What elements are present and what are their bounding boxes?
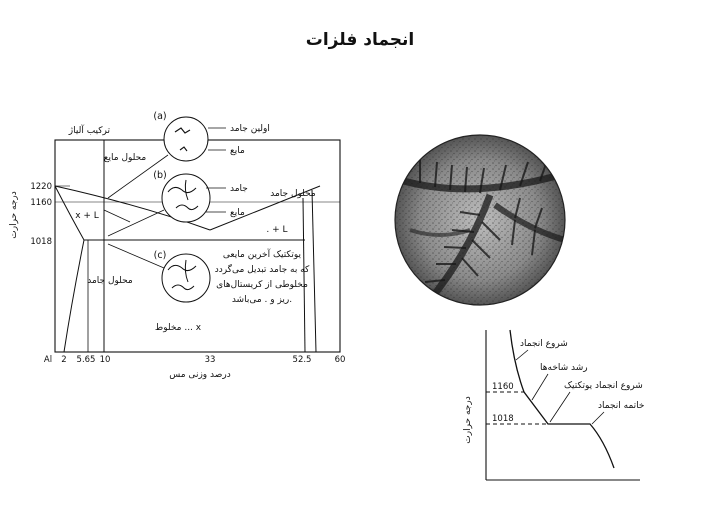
- solid-solution-left-label: محلول جامد: [87, 276, 133, 286]
- cooling-y-axis-title: درجه حرارت: [463, 396, 473, 444]
- region-mixture-label: مخلوط ... x: [154, 323, 202, 333]
- eutectic-note-line-2: که به جامد تبدیل می‌گردد: [214, 265, 310, 275]
- circle-c-tag: (c): [153, 250, 167, 261]
- y-axis-title: درجه حرارت: [9, 191, 19, 239]
- solidus-right-b: [312, 190, 316, 352]
- solvus-left: [64, 240, 84, 352]
- liquid-solution-label: محلول مایع: [103, 153, 147, 163]
- label-start-solidification: شروع انجماد: [520, 339, 568, 349]
- cooling-curve: [463, 330, 644, 480]
- x-tick-33: 33: [204, 355, 216, 365]
- label-start-eutectic: شروع انجماد یوتکتیک: [564, 381, 643, 391]
- slide-title: انجماد فلزات: [305, 30, 415, 50]
- solid-solution-right-label: محلول جامد: [270, 189, 316, 199]
- alloy-composition-label: ترکیب آلیاژ: [68, 126, 110, 136]
- eutectic-note-line-1: یوتکتیک آخرین مایعی: [222, 250, 302, 260]
- microstructure-image: [395, 135, 565, 305]
- circle-b-solid: جامد: [230, 184, 248, 194]
- circle-b-tag: (b): [153, 170, 167, 181]
- circle-a-first-solid: اولین جامد: [230, 124, 270, 134]
- circle-a-tag: (a): [153, 111, 167, 122]
- label-end-solidification: خاتمه انجماد: [598, 401, 645, 411]
- x-tick-565: 5.65: [76, 355, 96, 365]
- circle-a-liquid: مایع: [230, 146, 245, 156]
- region-l-right: . + L: [266, 225, 288, 235]
- label-dendrite-growth: رشد شاخه‌ها: [540, 363, 588, 373]
- tie-line: [104, 210, 130, 222]
- y-tick-1160: 1160: [30, 198, 52, 208]
- x-tick-al: Al: [43, 355, 53, 365]
- micro-circle-c: [108, 244, 210, 302]
- x-tick-60: 60: [334, 355, 346, 365]
- eutectic-note-line-3: مخلوطی از کریستال‌های: [216, 280, 308, 290]
- phase-diagram: [9, 111, 345, 380]
- x-axis-title: درصد وزنی مس: [169, 370, 231, 380]
- region-x-plus-l: x + L: [75, 211, 99, 221]
- cooling-tick-1018: 1018: [492, 414, 514, 424]
- solidus-right-a: [303, 198, 305, 352]
- y-tick-1220: 1220: [30, 182, 52, 192]
- cooling-curve-line: [510, 330, 614, 468]
- x-tick-2: 2: [61, 355, 67, 365]
- cooling-tick-1160: 1160: [492, 382, 514, 392]
- x-tick-10: 10: [99, 355, 111, 365]
- y-tick-1018: 1018: [30, 237, 52, 247]
- phase-diagram-frame: [55, 140, 340, 352]
- eutectic-note-line-4: ریز و . می‌باشد.: [231, 295, 293, 305]
- micro-circle-b: [108, 170, 248, 236]
- circle-b-liquid: مایع: [230, 208, 245, 218]
- x-tick-525: 52.5: [292, 355, 312, 365]
